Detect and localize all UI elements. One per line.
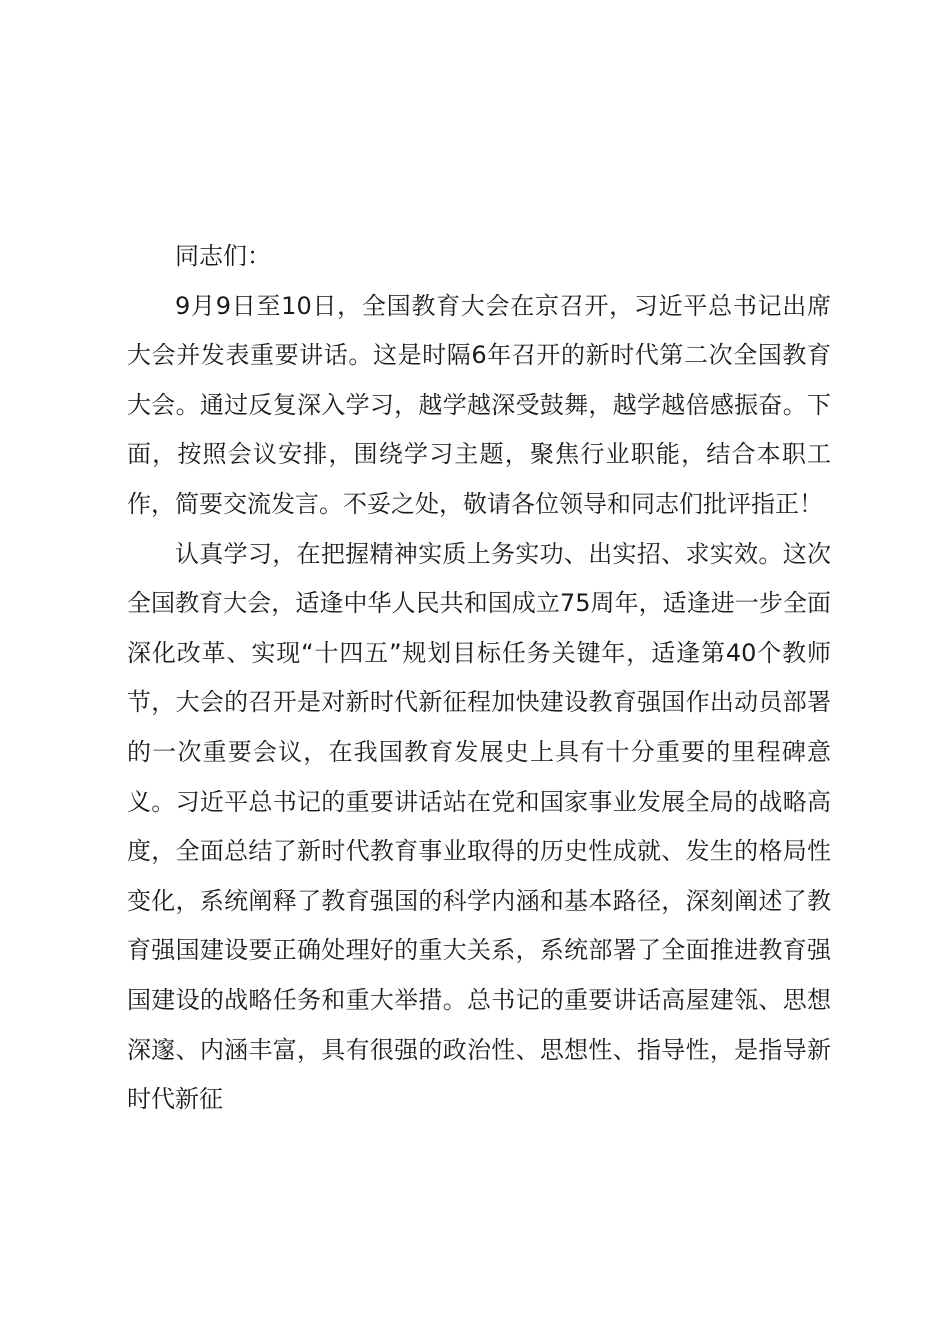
paragraph-intro: 9月9日至10日，全国教育大会在京召开，习近平总书记出席大会并发表重要讲话。这是时隔6年召开的新时代第二次全国教育大会。通过反复深入学习，越学越深受鼓舞，越学越倍感振奋。下面，按照会议安排，围绕学习主题，聚焦行业职能，结合本职工作，简要交流发言。不妥之处，敬请各位领导和同志们批评指正！ xyxy=(127,291,831,518)
document-body xyxy=(127,232,831,1125)
salutation: 同志们： xyxy=(175,242,271,270)
paragraph-study: 认真学习，在把握精神实质上务实功、出实招、求实效。这次全国教育大会，适逢中华人民共和国成立75周年，适逢进一步全面深化改革、实现“十四五”规划目标任务关键年，适逢第40个教师节，大会的召开是对新时代新征程加快建设教育强国作出动员部署的一次重要会议，在我国教育发展史上具有十分重要的里程碑意义。习近平总书记的重要讲话站在党和国家事业发展全局的战略高度，全面总结了新时代教育事业取得的历史性成就、发生的格局性变化，系统阐释了教育强国的科学内涵和基本路径，深刻阐述了教育强国建设要正确处理好的重大关系，系统部署了全面推进教育强国建设的战略任务和重大举措。总书记的重要讲话高屋建瓴、思想深邃、内涵丰富，具有很强的政治性、思想性、指导性，是指导新时代新征 xyxy=(127,539,831,1114)
